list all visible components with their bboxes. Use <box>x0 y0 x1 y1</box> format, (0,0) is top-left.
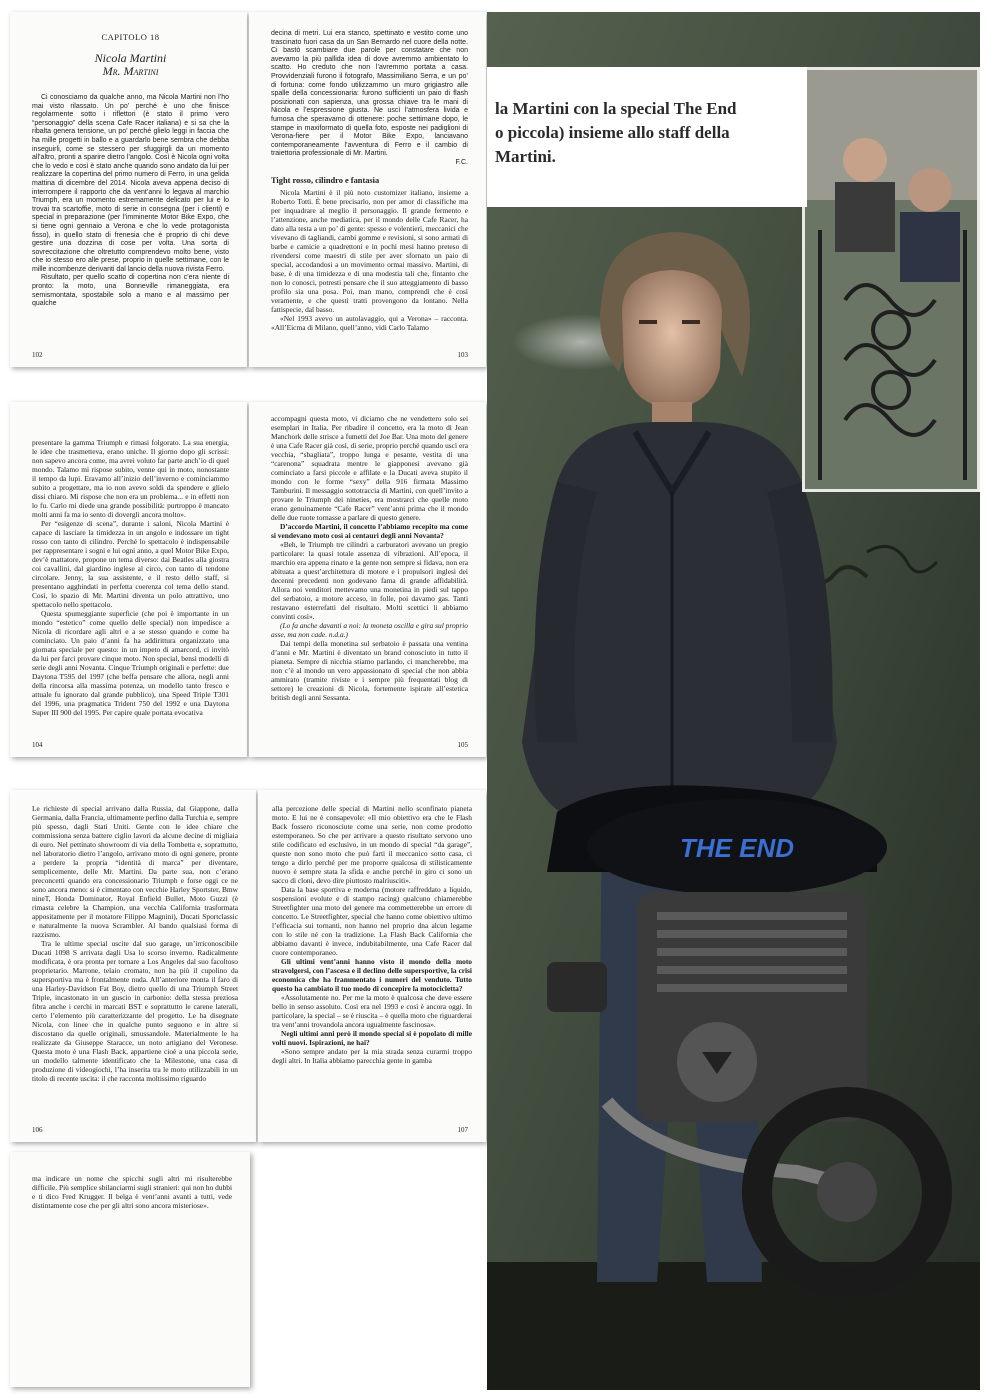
tank-logo: THE END <box>679 833 795 863</box>
intro-paragraph: decina di metri. Lui era stanco, spettinato e vestito come uno trascinato fuori casa da un San Bernardo nel cuore della notte. Ci bastò scambiare due parole per constatare che non avevamo la più pallida idea di dove avremmo ambientato lo scatto. Ho creduto che non l’avremmo portata a casa. Provvidenziali furono il fotografo, Massimiliano Serra, e un po’ di fortuna: come fondo utilizzammo un muro grigiastro alle spalle della concessionaria: furono sufficienti un paio di flash posizionati con sapienza, una grossa chiave tra le mani di Nicola e l’espressione giusta. Ne uscì l’atmosfera livida e fumosa che speravamo di ottenere: poche settimane dopo, le stampe in maxiformato di quella foto, esposte nei padiglioni di Verona-fiere per il Motor Bike Expo, lanciavano contemporaneamente l’avventura di Ferro e il cambio di traiettoria professionale di Mr. Martini. <box>271 30 468 158</box>
paragraph: «Beh, le Triumph tre cilindri a carburatori avevano un pregio particolare: la quasi totale assenza di vibrazioni. All’epoca, il marchio era appena rinato e la gente non sempre si fidava, non era abituata a quest’architettura di motore e i propulsori inglesi dei decenni precedenti non godevano fama di grande affidabilità. Allora noi venditori mettevamo una monetina in piedi sul tappo del serbatoio, a motore acceso, in folle, poi davamo gas. Tanti restavano esterrefatti del risultato. Molti scettici li abbiamo convinti così». <box>271 540 468 621</box>
paragraph: accompagni questa moto, vi diciamo che ne vendettero solo sei esemplari in Italia. Per ribadire il concetto, era la moto di Jean Manchork delle strisce a fumetti del Joe Bar. Una moto del genere è una Cafe Racer già così, di serie, proprio perché quando uscì era vecchia, “sbagliata”, troppo lunga e pesante, vestita di una “carenona” squadrata mentre le giapponesi avevano già cominciato a farsi piccole e affilate e la Ducati aveva stupito il mondo con le forme “sexy” della 916 firmata Massimo Tamburini. Il messaggio sottotraccia di Martini, con quell’invito a provare le Triumph dei nineties, era mostrarci che quelle moto erano genuinamente “Cafe Racer” vent’anni prima che il mondo delle due ruote tornasse a parlare di questo genere. <box>271 414 468 522</box>
page-102 <box>10 12 247 367</box>
caption-line: la Martini con la special The End <box>495 99 737 118</box>
photo-caption <box>495 97 737 169</box>
interview-question: Gli ultimi vent’anni hanno visto il mondo della moto stravolgersi, con l’ascesa e il declino delle supersportive, la crisi economica che ha frammentato i numeri del venduto. Tutto questo ha cambiato il tuo modo di concepire la motocicletta? <box>272 957 472 993</box>
page-number: 103 <box>457 351 468 359</box>
caption-line: o piccola) insieme allo staff della <box>495 123 730 142</box>
interview-question: Negli ultimi anni però il mondo special si è popolato di mille volti nuovi. Ispirazioni, ne hai? <box>272 1029 472 1047</box>
page-108 <box>10 1152 250 1387</box>
inset-illustration <box>805 70 977 489</box>
paragraph: Questa spumeggiante superficie (che poi è importante in un mondo “estetico” come quello delle special) non impedisce a Nicola di ricordare agli altri e a se stesso quando e come ha cominciato. Un paio d’anni fa ha addirittura organizzato una giornata speciale per questo: in un impeto di amarcord, ci invitò da lui per farci provare cinque moto. Non special, bensì modelli di serie degli anni Novanta. Cinque Triumph originali e perfette: due Daytona T595 del 1997 (che beffa pensare che allora, negli anni della rincorsa alla massima potenza, un modello tanto fresco e attuale fu ignorato dal grande pubblico), una Speed Triple T301 del 1996, una pragmatica Trident 750 del 1992 e una Daytona Super III 900 del 1995. Per capire quale portata evocativa <box>32 609 229 717</box>
interview-question: D’accordo Martini, il concetto l’abbiamo recepito ma come si vendevano moto così ai centauri degli anni Novanta? <box>271 522 468 540</box>
chapter-heading: CAPITOLO 18 <box>101 32 160 42</box>
aside-note: (Lo fa anche davanti a noi: la moneta oscilla e gira sul proprio asse, ma non cade. n.d.a.) <box>271 621 468 639</box>
body-text <box>271 188 468 332</box>
section-heading: Tight rosso, cilindro e fantasia <box>271 175 380 185</box>
article-subtitle: Mr. Martini <box>102 64 159 78</box>
feature-photo <box>487 12 980 1390</box>
paragraph: presentare la gamma Triumph e rimasi folgorato. La sua energia, le idee che trasmetteva, erano uniche. Il giorno dopo gli scrissi: non sapevo ancora come, ma avrei voluto far parte anch’io di quel mondo. Talamo mi rispose subito, venne qui in moto, nonostante il tempo da lupi. Eravamo all’inizio dell’inverno e cominciammo subito a progettare, ma io non avevo soldi da spendere e glielo dissi chiaro. Mi rispose che non era un problema... e in effetti non lo fu. Carlo mi diede una grande possibilità: purtroppo è mancato molti anni fa ma io sento di dovergli ancora molto». <box>32 438 229 519</box>
paragraph: ma indicare un nome che spicchi sugli altri mi risulterebbe difficile. Più semplice sbilanciarmi sugli stranieri: qui non ho dubbi e ti dico Fred Krugger. Il belga è vent’anni avanti a tutti, vede distintamente cose che per gli altri sono ancora misteriose». <box>32 1174 232 1210</box>
caption-line: Martini. <box>495 147 556 166</box>
intro-text-continued <box>271 30 468 168</box>
intro-text <box>32 94 229 309</box>
paragraph: alla percezione delle special di Martini nello sconfinato pianeta moto. E lui ne è consapevole: «Il mio obiettivo era che le Flash Back fossero riconosciute come una serie, non come prodotto estemporaneo. So che per arrivare a questo risultato servono uno stile codificato ed esclusivo, in un mondo di special “da garage”, queste non sono moto che può farti il meccanico sotto casa, ci tengo a dirlo perché per me proporre qualcosa di stilisticamente nuovo è sempre stata la sfida e anche perché in giro ci sono un sacco di cloni, devo dire piuttosto malriusciti». <box>272 804 472 885</box>
author-signature: F.C. <box>455 158 468 166</box>
paragraph: «Nel 1993 avevo un autolavaggio, qui a Verona» – racconta. «All’Eicma di Milano, quell’anno, vidi Carlo Talamo <box>271 313 468 332</box>
page-104 <box>10 402 247 757</box>
paragraph: Nicola Martini è il più noto customizer italiano, insieme a Roberto Totti. È bene precisarlo, non per amor di classifiche ma per inquadrare al meglio il personaggio. Il grande fermento e l’attenzione, anche mediatica, per il mondo delle Cafe Racer, ha dato alla testa a un po’ di gente: spesso e volentieri, meccanici che vivevano di tagliandi, cambi gomme e revisioni, si sono armati di barbe e camicie a quadrettoni e in pochi mesi hanno preteso di rivendersi come maestri di stile per aver sfornato un paio di special, accodandosi a un movimento ormai massivo. Martini, di base, è di una timidezza e di una modestia tali che, fintanto che non lo conosci, potresti pensare che il suo atteggiamento di basso profilo sia una posa. Poi, man mano, comprendi che è così veramente, e che questi tratti provengono da lontano. Nella fattispecie, dal basso. <box>271 187 468 314</box>
paragraph: Data la base sportiva e moderna (motore raffreddato a liquido, sospensioni evolute e di stampo racing) qualcuno chiamerebbe Streetfighter una moto del genere ma commetterebbe un errore di concetto. Le Streetfighter, special che hanno come obiettivo ultimo l’efficacia sui tornanti, non hanno nel proprio dna alcun legame con lo stile né con la tradizione. La Flash Back California che abbiamo davanti è invece, indubitabilmente, una Cafe Racer dal cuore contemporaneo. <box>272 885 472 957</box>
paragraph: Le richieste di special arrivano dalla Russia, dal Giappone, dalla Germania, dalla Francia, ultimamente perfino dalla Turchia e, sempre più spesso, dagli Stati Uniti. Gente con le idee chiare che commissiona senza battere ciglio lavori da alcune decine di migliaia di euro. Nel pettinato showroom di via della Tombetta e, soprattutto, nel laboratorio dietro l’angolo, arrivano moto di ogni genere, pronte a perdere la propria “identità di marca” per diventare, semplicemente, delle Mr. Martini. Da parte sua, non c’erano preconcetti quando era concessionario Triumph e forse oggi ce ne sono ancora meno: si è cimentato con vecchie Harley Sportster, Bmw nineT, Honda Dominator, Royal Enfield Bullet, Moto Guzzi (è rimasta celebre la Champion, una vecchia California trasformata appositamente per il motatore Filippo Magnini), Ducati Sportclassic e naturalmente la nuova Scrambler. Al bando qualsiasi forma di razzismo. <box>32 804 238 939</box>
paragraph: Per “esigenze di scena”, durante i saloni, Nicola Martini è capace di lasciare la timidezza in un angolo e indossare un tight rosso con tanto di cilindro. Perché lo spettacolo è indispensabile per rappresentare i sogni e lui ogni anno, a quel Motor Bike Expo, dev’è mattatore, propone un tema diverso: dai Beatles alla giostra coi cavallini, dal giardino inglese al circo, con tanto di tendone circolare. Jenny, la sua assistente, e il resto dello staff, si presentano agghindati in perfetta coerenza col tema dello stand. Così, lo spazio di Mr. Martini diventa un polo attrattivo, uno spettacolo nello spettacolo. <box>32 519 229 609</box>
intro-paragraph: Risultato, per quello scatto di copertina non c’era niente di pronto: la moto, una Bonneville rimaneggiata, era semismontata, spostabile solo a mano e al massimo per qualche <box>32 274 229 308</box>
page-number: 104 <box>32 741 43 749</box>
intro-paragraph: Ci conosciamo da qualche anno, ma Nicola Martini non l’ho mai visto rilassato. Un po’ perché è uno che finisce regolarmente sotto i riflettori (è stato il primo vero “personaggio” della scena Cafe Racer italiana) e si sa che la ribalta genera tensione, un po’ perché glielo leggi in faccia che ha mille progetti in ballo e a guardarlo bene sembra che debba inseguirli, come se stessero per sfuggirgli da un momento all’altro, pronti a sparire dietro l’angolo. Così è Nicola ogni volta che lo vedo e così è stato anche quando sono andato da lui per realizzare la copertina del primo numero di Ferro, in una gelida mattina di dicembre del 2014. Nicola aveva appena deciso di interrompere il rapporto che da vent’anni lo legava al marchio Triumph, era un momento estremamente delicato per lui e lo trovai tra scartoffie, moto di serie in consegna (per i clienti) e special in preparazione (per l’imminente Motor Bike Expo, che si tiene ogni gennaio a Verona e che lo vede protagonista fisso), in quello stato di frenesia che è proprio di chi deve gestire una dozzina di cose per volta. Una sorta di sovreccitazione che oltretutto comprendevo molto bene, visto che io stesso ero alle prese, proprio in quelle settimane, con le mille incombenze derivanti dal lancio della nuova rivista Ferro. <box>32 94 229 273</box>
page-105 <box>249 402 486 757</box>
paragraph: «Sono sempre andato per la mia strada senza curarmi troppo degli altri. In Italia abbiamo parecchia gente in gamba <box>272 1047 472 1065</box>
page-103 <box>249 12 486 367</box>
paragraph: Tra le ultime special uscite dal suo garage, un’irriconoscibile Ducati 1098 S arrivata dagli Usa lo scorso inverno. Radicalmente modificata, è ora pronta per tornare a Los Angeles dal suo facoltoso proprietario. Marrone, telaio cromato, non ha più il cupolino da supersportiva ma è frontalmente nuda. All’anteriore monta il faro di una Harley-Davidson Fat Boy, dietro quello di una Triumph Street Triple, incastonato in un guscio in carbonio: della stessa preziosa fibra anche i cerchi in marcati BST e soprattutto le carene laterali, certo l’elemento più caratterizzante del progetto. Le ha disegnate Nicola, con linee che in qualche punto seguono e in altre si discostano da quelle originali, smussandole. Materialmente le ha realizzate da Giuseppe Staracce, un noto artigiano del Veronese. Questa moto è una Flash Back, appartiene cioè a una piccola serie, un modello talmente identificato che la Milestone, una casa di produzione di videogiochi, l’ha inserita tra le moto utilizzabili in un titolo di recente uscita: il che racconta moltissimo riguardo <box>32 939 238 1083</box>
page-number: 106 <box>32 1126 43 1134</box>
page-106 <box>10 790 256 1142</box>
article-title: Nicola Martini <box>94 51 167 65</box>
paragraph: «Assolutamente no. Per me la moto è qualcosa che deve essere bello in senso assoluto. Così era nel 1993 e così è ancora oggi. In particolare, la special – se è riuscita – è quella moto che riguarderai tra vent’anni trovandola ancora ugualmente fascinosa». <box>272 993 472 1029</box>
page-number: 107 <box>457 1126 468 1134</box>
paragraph: Dai tempi della monetina sul serbatoio è passata una ventina d’anni e Mr. Martini è diventato un brand conosciuto in tutto il pianeta. Sempre di nicchia stiamo parlando, ci mancherebbe, ma non c’è al mondo un vero appassionato di special che non abbia ammirato (tramite riviste e i sempre più frequentati blog di settore) le creazioni di Nicola, fortemente ispirate all’estetica british degli anni Sessanta. <box>271 639 468 702</box>
inset-photo <box>802 67 980 492</box>
page-number: 102 <box>32 351 43 359</box>
page-number: 105 <box>457 741 468 749</box>
caption-box <box>487 67 807 207</box>
page-107 <box>258 790 486 1142</box>
